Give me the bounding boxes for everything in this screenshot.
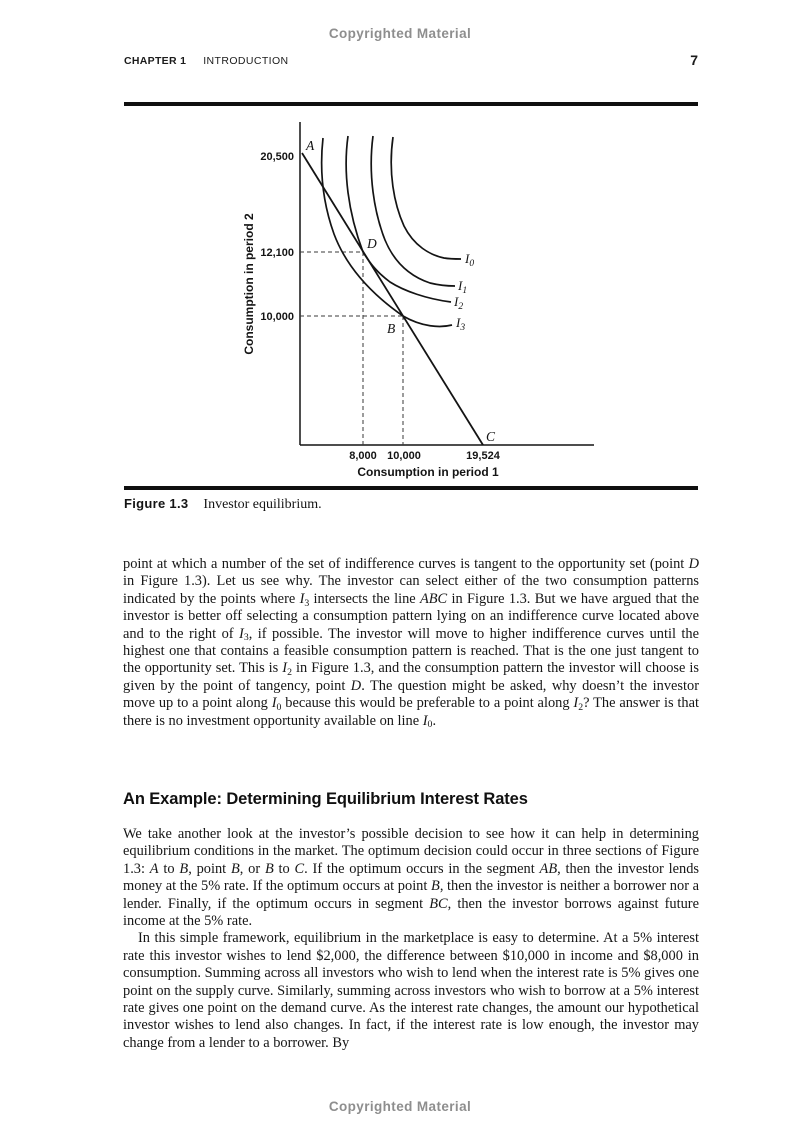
figure-1-3-chart (120, 112, 700, 486)
indifference-curve-i0 (391, 137, 461, 259)
page-number: 7 (690, 52, 698, 68)
indifference-curve-i2 (346, 136, 451, 302)
indifference-curve-i1 (371, 136, 455, 286)
figure-caption (124, 496, 322, 513)
body-text-block (123, 826, 699, 1052)
figure-caption-text: Investor equilibrium. (203, 497, 322, 512)
indifference-curve-chart (120, 112, 700, 486)
x-tick-10000: 10,000 (387, 450, 421, 462)
figure-bottom-rule (124, 486, 698, 490)
point-label-d: D (367, 236, 377, 251)
curve-label-i1: $I_1$ (458, 278, 468, 296)
section-label: INTRODUCTION (203, 55, 289, 67)
x-tick-8000: 8,000 (349, 450, 377, 462)
figure-caption-label: Figure 1.3 (124, 496, 189, 511)
y-tick-20500: 20,500 (260, 151, 294, 163)
body-paragraph-1: point at which a number of the set of indifference curves is tangent to the opportunity set (point D in Figure 1.3). Let us see why. The investor can select either of the two consumption patterns indicated by the points where $I_3$ intersects the line ABC in Figure 1.3. But we have argued that the investor is better off selecting a consumption pattern lying on an indifference curve located above and to the right of $I_3$, if possible. The investor will move to higher indifference curves until the highest one that contains a feasible consumption pattern is reached. That is the one just tangent to the opportunity set. This is $I_2$ in Figure 1.3, and the consumption pattern the investor will choose is given by the point of tangency, point D. The question might be asked, why doesn’t the investor move up to a point along $I_0$ because this would be preferable to a point along $I_2$? The answer is that there is no investment opportunity available on line $I_0$. (123, 556, 700, 731)
figure-top-rule (124, 102, 698, 106)
x-tick-19524: 19,524 (466, 450, 500, 462)
point-label-a: A (306, 138, 315, 153)
x-axis-title: Consumption in period 1 (357, 465, 499, 479)
section-heading: An Example: Determining Equilibrium Interest Rates (123, 790, 528, 808)
point-label-c: C (486, 429, 496, 444)
curve-label-i3: $I_3$ (456, 315, 466, 333)
running-head (124, 52, 698, 68)
body-paragraph-2: We take another look at the investor’s possible decision to see how it can help in determining equilibrium conditions in the market. The optimum decision could occur in three sections of Figure 1.3: A to B, point B, or B to C. If the optimum occurs in the segment AB, then the investor lends money at the 5% rate. If the optimum occurs at point B, then the investor is neither a borrower nor a lender. Finally, if the optimum occurs in segment BC, then the investor borrows against future income at the 5% rate. (123, 826, 700, 930)
y-tick-10000: 10,000 (260, 311, 294, 323)
y-axis-title: Consumption in period 2 (242, 213, 256, 355)
curve-label-i2: $I_2$ (454, 294, 464, 312)
body-paragraph-3: In this simple framework, equilibrium in the marketplace is easy to determine. At a 5% interest rate this investor wishes to lend $2,000, the difference between $10,000 in income and $8,000 in consumption. Summing across all investors who wish to lend when the interest rate is 5% gives one point on the supply curve. Similarly, summing across investors who wish to borrow at a 5% interest rate gives one point on the demand curve. As the interest rate changes, the amount our hypothetical investor wishes to lend also changes. In fact, if the interest rate is low enough, the investor may change from a lender to a borrower. By (123, 930, 699, 1051)
watermark-bottom: Copyrighted Material (328, 1099, 472, 1114)
watermark-top: Copyrighted Material (328, 26, 472, 41)
chapter-label: CHAPTER 1 (124, 55, 187, 67)
curve-label-i0: $I_0$ (465, 251, 475, 269)
point-label-b: B (387, 321, 396, 336)
y-tick-12100: 12,100 (260, 247, 294, 259)
